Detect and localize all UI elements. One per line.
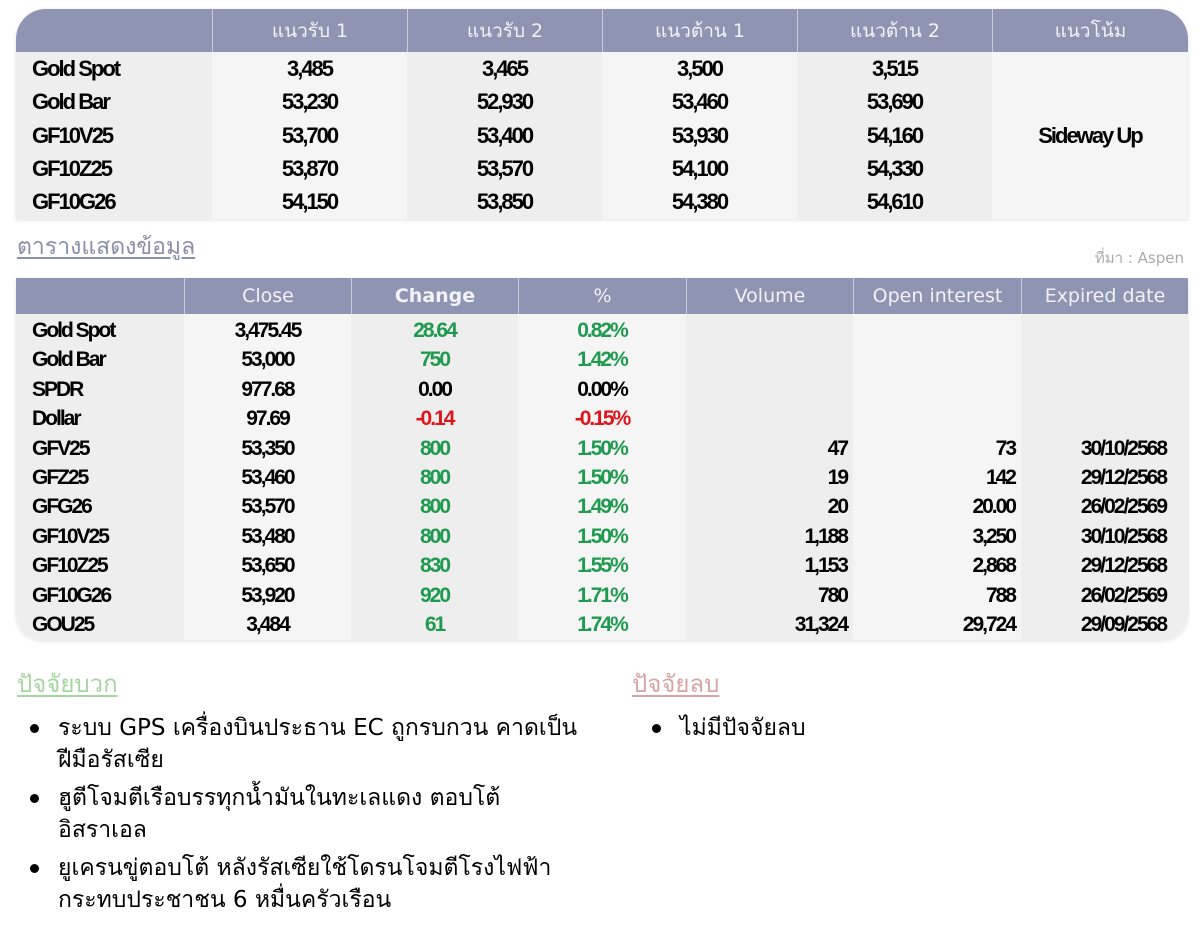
positive-factor-item (18, 852, 578, 916)
instrument-name: GF10Z25 (32, 155, 111, 181)
bullet-icon (30, 864, 39, 873)
resistance-2-value: 54,160 (866, 122, 923, 148)
open-interest-value: 2,868 (972, 554, 1015, 578)
resistance-2-value: 54,610 (866, 189, 923, 215)
market-table-body (16, 314, 1188, 640)
resistance-2-value: 53,690 (866, 89, 923, 115)
close-value: 3,475.45 (234, 318, 301, 342)
percent-change-value: 1.50% (577, 465, 627, 489)
percent-change-value: 0.00% (577, 377, 627, 401)
header-support-1: แนวรับ 1 (212, 9, 407, 52)
resistance-1-value: 54,380 (671, 189, 728, 215)
instrument-name: GF10V25 (32, 122, 113, 148)
volume-value: 780 (817, 583, 847, 607)
change-value: 61 (424, 613, 445, 637)
header-resistance-1: แนวต้าน 1 (602, 9, 797, 52)
column-instrument (16, 314, 184, 640)
close-value: 53,920 (241, 583, 294, 607)
close-value: 53,650 (241, 554, 294, 578)
percent-change-value: 1.49% (577, 495, 627, 519)
positive-factor-text: ระบบ GPS เครื่องบินประธาน EC ถูกรบกวน คาดเป็นฝีมือรัสเซีย (58, 715, 578, 773)
volume-value (686, 404, 853, 433)
positive-factors-title: ปัจจัยบวก (17, 670, 118, 698)
open-interest-value: 29,724 (962, 613, 1015, 637)
close-value: 53,350 (241, 436, 294, 460)
header-volume: Volume (686, 278, 853, 314)
change-value: -0.14 (415, 407, 454, 431)
instrument-name: Gold Bar (32, 348, 105, 372)
volume-value (686, 345, 853, 374)
volume-value: 47 (827, 436, 847, 460)
positive-factor-item (18, 712, 578, 776)
resistance-1-value: 53,460 (671, 89, 728, 115)
open-interest-value (853, 316, 1021, 345)
positive-factor-text: ยูเครนขู่ตอบโต้ หลังรัสเซียใช้โดรนโจมตีโรงไฟฟ้า กระทบประชาชน 6 หมื่นครัวเรือน (58, 855, 552, 913)
header-resistance-2: แนวต้าน 2 (797, 9, 992, 52)
column-percent (518, 314, 686, 640)
bullet-icon (652, 724, 661, 733)
resistance-2-value: 54,330 (866, 155, 923, 181)
column-support-1 (212, 52, 407, 219)
data-source: ที่มา : Aspen (1094, 249, 1184, 267)
close-value: 3,484 (246, 613, 289, 637)
volume-value (686, 316, 853, 345)
header-blank (16, 278, 184, 314)
percent-change-value: 1.55% (577, 554, 627, 578)
levels-table-header (16, 9, 1188, 52)
expired-date-value: 29/12/2568 (1080, 554, 1166, 578)
header-support-2: แนวรับ 2 (407, 9, 602, 52)
resistance-1-value: 3,500 (676, 55, 723, 81)
volume-value: 31,324 (794, 613, 847, 637)
header-change: Change (351, 278, 518, 314)
expired-date-value: 26/02/2569 (1080, 583, 1166, 607)
open-interest-value: 142 (985, 465, 1015, 489)
volume-value: 1,188 (804, 524, 847, 548)
percent-change-value: -0.15% (574, 407, 630, 431)
instrument-name: Dollar (32, 407, 80, 431)
column-instrument (16, 52, 212, 219)
data-table-title: ตารางแสดงข้อมูล (17, 234, 196, 260)
change-value: 28.64 (413, 318, 456, 342)
resistance-2-value: 3,515 (871, 55, 918, 81)
resistance-1-value: 53,930 (671, 122, 728, 148)
open-interest-value (853, 375, 1021, 404)
volume-value: 19 (827, 465, 847, 489)
market-table-header (16, 278, 1188, 314)
support-1-value: 53,870 (281, 155, 338, 181)
expired-date-value: 29/09/2568 (1080, 613, 1166, 637)
support-2-value: 53,570 (476, 155, 533, 181)
header-trend: แนวโน้ม (992, 9, 1188, 52)
change-value: 800 (419, 524, 450, 548)
percent-change-value: 1.42% (577, 348, 627, 372)
expired-date-value: 26/02/2569 (1080, 495, 1166, 519)
expired-date-value: 29/12/2568 (1080, 465, 1166, 489)
support-2-value: 53,850 (476, 189, 533, 215)
close-value: 53,480 (241, 524, 294, 548)
instrument-name: Gold Spot (32, 55, 120, 81)
support-1-value: 3,485 (286, 55, 333, 81)
negative-factor-item (640, 712, 1160, 744)
positive-factor-text: ฮูตีโจมตีเรือบรรทุกน้ำมันในทะเลแดง ตอบโต้อิสราเอล (58, 785, 501, 843)
support-1-value: 53,700 (281, 122, 338, 148)
percent-change-value: 0.82% (577, 318, 627, 342)
close-value: 977.68 (241, 377, 294, 401)
support-1-value: 54,150 (281, 189, 338, 215)
column-support-2 (407, 52, 602, 219)
expired-date-value (1021, 375, 1188, 404)
expired-date-value (1021, 316, 1188, 345)
positive-factors-list (18, 712, 578, 922)
column-open-interest (853, 314, 1021, 640)
volume-value (686, 375, 853, 404)
percent-change-value: 1.50% (577, 436, 627, 460)
expired-date-value (1021, 404, 1188, 433)
close-value: 97.69 (246, 407, 289, 431)
instrument-name: GFZ25 (32, 465, 88, 489)
instrument-name: Gold Spot (32, 318, 115, 342)
levels-table (16, 9, 1188, 219)
trend-value: Sideway Up (1038, 122, 1142, 148)
market-table (16, 278, 1188, 640)
instrument-name: GOU25 (32, 613, 94, 637)
instrument-name: GF10G26 (32, 583, 111, 607)
open-interest-value: 20.00 (972, 495, 1015, 519)
negative-factors-list (640, 712, 1160, 750)
column-trend (992, 52, 1188, 219)
support-2-value: 52,930 (476, 89, 533, 115)
instrument-name: GF10V25 (32, 524, 108, 548)
instrument-name: GF10Z25 (32, 554, 107, 578)
open-interest-value (853, 404, 1021, 433)
open-interest-value: 73 (995, 436, 1015, 460)
change-value: 830 (419, 554, 450, 578)
expired-date-value: 30/10/2568 (1080, 436, 1166, 460)
instrument-name: GFG26 (32, 495, 91, 519)
instrument-name: SPDR (32, 377, 83, 401)
open-interest-value: 3,250 (972, 524, 1015, 548)
support-2-value: 53,400 (476, 122, 533, 148)
percent-change-value: 1.74% (577, 613, 627, 637)
close-value: 53,460 (241, 465, 294, 489)
negative-factor-text: ไม่มีปัจจัยลบ (680, 715, 806, 741)
bullet-icon (30, 724, 39, 733)
change-value: 920 (419, 583, 450, 607)
bullet-icon (30, 794, 39, 803)
header-blank (16, 9, 212, 52)
expired-date-value (1021, 345, 1188, 374)
levels-table-body (16, 52, 1188, 219)
column-close (184, 314, 351, 640)
header-percent: % (518, 278, 686, 314)
close-value: 53,000 (241, 348, 294, 372)
open-interest-value: 788 (985, 583, 1015, 607)
expired-date-value: 30/10/2568 (1080, 524, 1166, 548)
header-expired-date: Expired date (1021, 278, 1188, 314)
instrument-name: GFV25 (32, 436, 89, 460)
percent-change-value: 1.71% (577, 583, 627, 607)
positive-factor-item (18, 782, 578, 846)
support-1-value: 53,230 (281, 89, 338, 115)
open-interest-value (853, 345, 1021, 374)
volume-value: 20 (827, 495, 847, 519)
volume-value: 1,153 (804, 554, 847, 578)
header-close: Close (184, 278, 351, 314)
instrument-name: GF10G26 (32, 189, 115, 215)
resistance-1-value: 54,100 (671, 155, 728, 181)
support-2-value: 3,465 (481, 55, 528, 81)
negative-factors-title: ปัจจัยลบ (632, 670, 720, 698)
change-value: 750 (419, 348, 450, 372)
instrument-name: Gold Bar (32, 89, 109, 115)
column-resistance-2 (797, 52, 992, 219)
change-value: 800 (419, 436, 450, 460)
column-expired-date (1021, 314, 1188, 640)
column-change (351, 314, 518, 640)
change-value: 800 (419, 465, 450, 489)
change-value: 800 (419, 495, 450, 519)
column-resistance-1 (602, 52, 797, 219)
column-volume (686, 314, 853, 640)
close-value: 53,570 (241, 495, 294, 519)
header-open-interest: Open interest (853, 278, 1021, 314)
percent-change-value: 1.50% (577, 524, 627, 548)
change-value: 0.00 (418, 377, 451, 401)
